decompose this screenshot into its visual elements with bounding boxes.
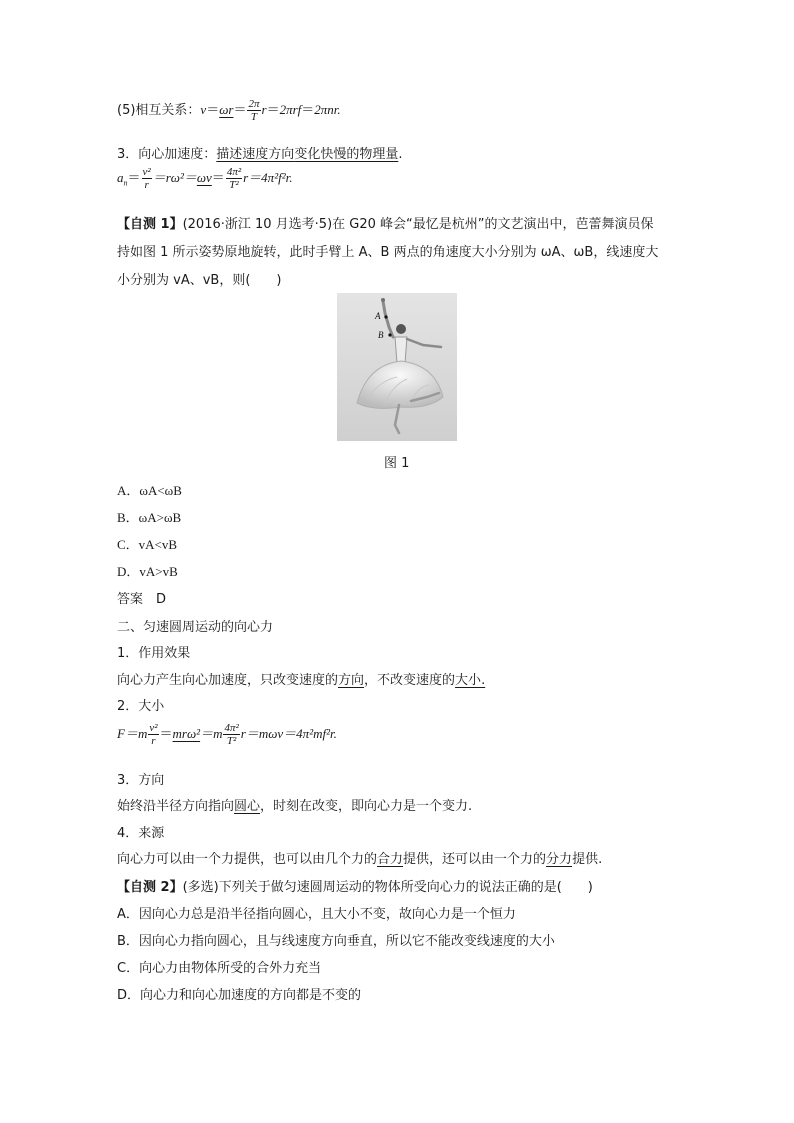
test1-option-a: A．ωA<ωB xyxy=(117,483,182,498)
subsection-source: 4．来源 xyxy=(117,826,165,841)
figure-caption: 图 1 xyxy=(384,456,410,471)
underlined-text: 大小 xyxy=(455,673,482,688)
text-segment: ，不改变速度的 xyxy=(364,673,456,688)
subsection-direction: 3．方向 xyxy=(117,773,165,788)
test1-option-b: B．ωA>ωB xyxy=(117,510,182,525)
text-segment: 提供. xyxy=(572,852,603,867)
r-symbol: r xyxy=(261,102,267,117)
effect-text xyxy=(117,669,485,688)
item-label: 向心加速度： xyxy=(138,147,217,162)
centripetal-acceleration-heading xyxy=(117,143,402,162)
F-symbol: F xyxy=(117,726,125,741)
m-r-omega-squared: mrω² xyxy=(172,726,201,741)
section-title: 二、匀速圆周运动的向心力 xyxy=(117,620,274,635)
equals-m: ＝m xyxy=(200,726,223,741)
n-subscript: n xyxy=(123,178,128,188)
fraction-denominator: r xyxy=(151,735,156,747)
test2-tag: 【自测 2】 xyxy=(117,880,183,895)
v2-over-r xyxy=(148,722,158,747)
4pi2-over-T2 xyxy=(223,722,239,747)
test1-line1 xyxy=(117,213,654,232)
equals-sign: ＝ xyxy=(206,103,220,118)
fraction-numerator: v² xyxy=(142,166,151,178)
test2-option-b: B．因向心力指向圆心，且与线速度方向垂直，所以它不能改变线速度的大小 xyxy=(117,934,555,949)
underlined-text: 变化快慢的物理量 xyxy=(294,147,399,162)
text-segment: 向心力可以由一个力提供，也可以由几个力的 xyxy=(117,852,378,867)
test1-text: (2016·浙江 10 月选考·5)在 G20 峰会“最忆是杭州”的文艺演出中，芭蕾舞演员保 xyxy=(182,217,654,232)
point-A-label: A xyxy=(375,311,381,321)
formula-tail: r＝mωv＝4π²mf²r. xyxy=(240,726,337,741)
text-segment: 始终沿半径方向指向 xyxy=(117,799,235,814)
v2-over-r xyxy=(142,166,152,191)
ballet-dancer-illustration xyxy=(337,293,457,441)
fraction-numerator: 4π² xyxy=(224,722,239,734)
fraction-numerator: 2π xyxy=(248,98,260,110)
equals-m: ＝m xyxy=(124,726,148,741)
test2-option-d: D．向心力和向心加速度的方向都是不变的 xyxy=(117,988,362,1003)
fraction-denominator: r xyxy=(144,179,149,191)
test1-line3: 小分别为 vA、vB，则( ) xyxy=(117,273,282,288)
text-segment: ，时刻在改变，即向心力是一个变力. xyxy=(260,799,473,814)
underlined-text: 方向 xyxy=(338,673,365,688)
equals-sign: ＝ xyxy=(233,103,247,118)
two-pi-n-r-term: 2πnr. xyxy=(314,102,341,117)
4pi2-over-T2 xyxy=(226,166,242,191)
underlined-text: 合力 xyxy=(377,852,404,867)
period: . xyxy=(398,147,403,162)
underlined-text: 圆心 xyxy=(234,799,261,814)
underlined-text: 分力 xyxy=(546,852,573,867)
equals-sign: ＝ xyxy=(266,103,280,118)
source-text xyxy=(117,848,602,867)
equals-sign: ＝ xyxy=(211,171,225,186)
text-segment: 提供，还可以由一个力的 xyxy=(403,852,547,867)
omega-r-term: ωr xyxy=(219,102,234,117)
relation-line xyxy=(117,98,341,123)
fraction-numerator: v² xyxy=(149,722,158,734)
a-symbol: a xyxy=(117,170,124,185)
text-segment: 向心力产生向心加速度，只改变速度的 xyxy=(117,673,339,688)
formula-tail: r＝4π²f²r. xyxy=(243,170,293,185)
v-symbol: v xyxy=(200,102,207,117)
test2-option-a: A．因向心力总是沿半径指向圆心，且大小不变，故向心力是一个恒力 xyxy=(117,907,516,922)
direction-text xyxy=(117,795,472,814)
fraction-denominator: T² xyxy=(229,179,239,191)
test2-text: (多选)下列关于做匀速圆周运动的物体所受向心力的说法正确的是( ) xyxy=(182,880,593,895)
subsection-effect: 1．作用效果 xyxy=(117,646,191,661)
test1-tag: 【自测 1】 xyxy=(117,217,183,232)
r-omega-squared: ＝rω²＝ xyxy=(152,170,197,185)
fraction-denominator: T² xyxy=(226,735,237,747)
point-B-label: B xyxy=(378,330,384,340)
equals-sign: ＝ xyxy=(127,171,141,186)
ballet-dancer-photo xyxy=(337,293,457,441)
two-pi-r-f-term: 2πrf xyxy=(279,102,302,117)
test1-option-c: C．vA<vB xyxy=(117,537,178,552)
relation-label: (5)相互关系： xyxy=(117,103,201,118)
equals-sign: ＝ xyxy=(301,103,315,118)
item-number: 3． xyxy=(117,147,139,162)
test1-line2: 持如图 1 所示姿势原地旋转，此时手臂上 A、B 两点的角速度大小分别为 ωA、ωB，线速度大 xyxy=(117,245,659,260)
test1-answer: 答案 D xyxy=(117,592,167,607)
underlined-text: 描述速度方向 xyxy=(216,147,295,162)
subsection-magnitude: 2．大小 xyxy=(117,699,165,714)
test2-option-c: C．向心力由物体所受的合外力充当 xyxy=(117,961,322,976)
equals-sign: ＝ xyxy=(159,727,173,742)
fraction-denominator: T xyxy=(250,111,258,123)
force-formula xyxy=(117,722,337,747)
fraction-numerator: 4π² xyxy=(226,166,242,178)
acceleration-formula xyxy=(117,166,292,191)
test1-option-d: D．vA>vB xyxy=(117,564,178,579)
test2-stem xyxy=(117,876,593,895)
omega-v-term: ωv xyxy=(196,170,212,185)
two-pi-over-T xyxy=(247,98,260,123)
period: . xyxy=(481,673,486,688)
